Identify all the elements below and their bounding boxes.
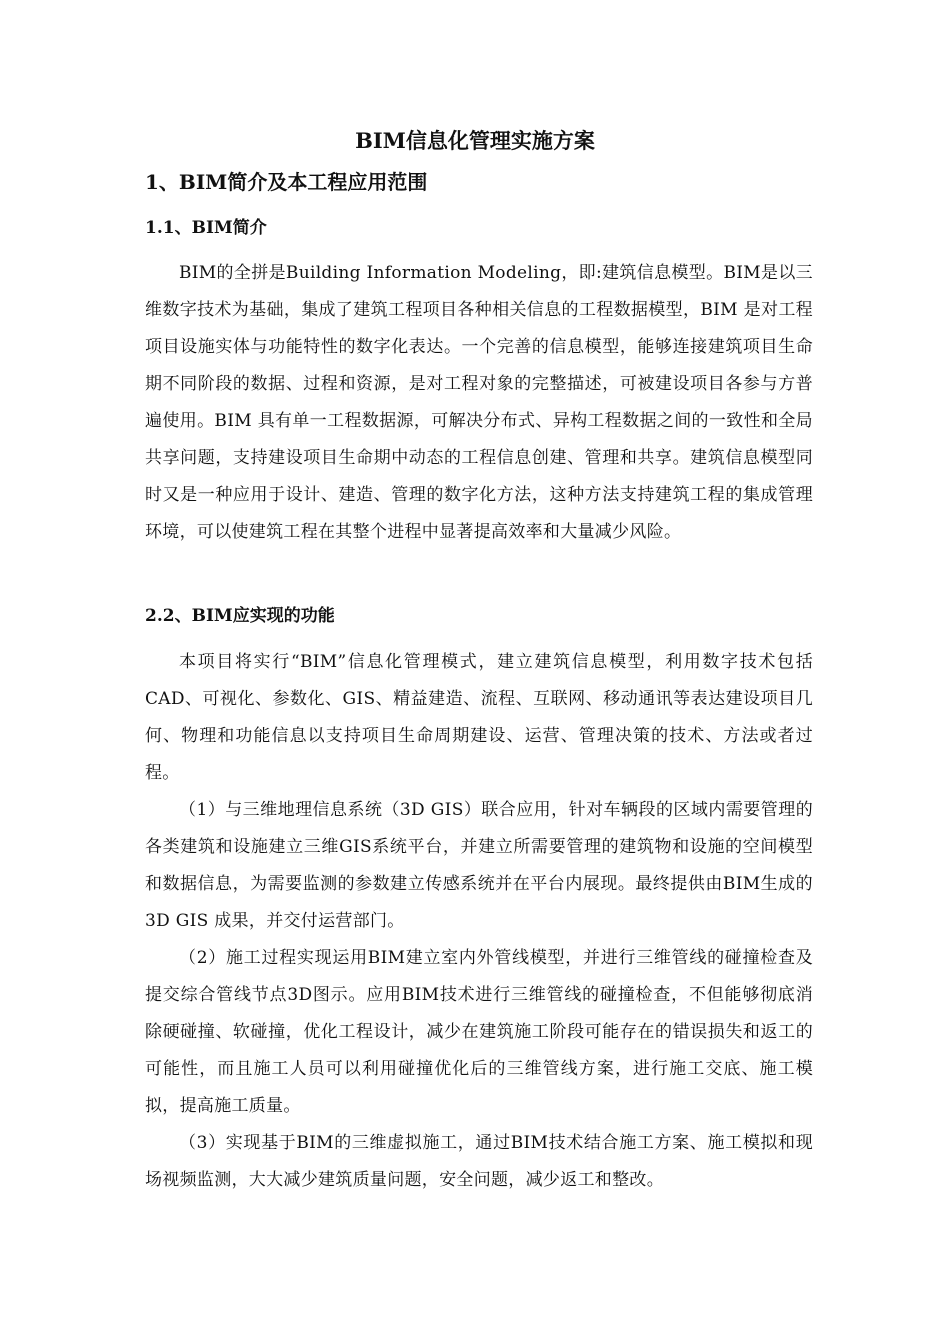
paragraph-item-3: （3）实现基于BIM的三维虚拟施工，通过BIM技术结合施工方案、施工模拟和现场视频监测，大大减少建筑质量问题，安全问题，减少返工和整改。 xyxy=(145,1133,813,1190)
paragraph-bim-intro: BIM的全拼是Building Information Modeling，即:建筑信息模型。BIM是以三维数字技术为基础，集成了建筑工程项目各种相关信息的工程数据模型，BIM 是对工程项目设施实体与功能特性的数字化表达。一个完善的信息模型，能够连接建筑项目生命期不同阶段的数据、过程和资源，是对工程对象的完整描述，可被建设项目各参与方普遍使用。BIM 具有单一工程数据源，可解决分布式、异构工程数据之间的一致性和全局共享问题，支持建设项目生命期中动态的工程信息创建、管理和共享。建筑信息模型同时又是一种应用于设计、建造、管理的数字化方法，这种方法支持建筑工程的集成管理环境，可以使建筑工程在其整个进程中显著提高效率和大量减少风险。 xyxy=(145,263,813,542)
subsection-heading-2-2: 2.2、BIM应实现的功能 xyxy=(145,606,335,626)
document-title: BIM信息化管理实施方案 xyxy=(355,128,595,153)
paragraph-bim-functions-intro: 本项目将实行“BIM”信息化管理模式，建立建筑信息模型，利用数字技术包括CAD、可视化、参数化、GIS、精益建造、流程、互联网、移动通讯等表达建设项目几何、物理和功能信息以支持项目生命周期建设、运营、管理决策的技术、方法或者过程。 xyxy=(145,652,813,783)
section-heading-1: 1、BIM简介及本工程应用范围 xyxy=(145,170,428,194)
subsection-heading-1-1: 1.1、BIM简介 xyxy=(145,218,267,238)
paragraph-item-1: （1）与三维地理信息系统（3D GIS）联合应用，针对车辆段的区域内需要管理的各类建筑和设施建立三维GIS系统平台，并建立所需要管理的建筑物和设施的空间模型和数据信息，为需要监测的参数建立传感系统并在平台内展现。最终提供由BIM生成的3D GIS 成果，并交付运营部门。 xyxy=(145,800,813,931)
paragraph-item-2: （2）施工过程实现运用BIM建立室内外管线模型，并进行三维管线的碰撞检查及提交综合管线节点3D图示。应用BIM技术进行三维管线的碰撞检查，不但能够彻底消除硬碰撞、软碰撞，优化工程设计，减少在建筑施工阶段可能存在的错误损失和返工的可能性，而且施工人员可以利用碰撞优化后的三维管线方案，进行施工交底、施工模拟，提高施工质量。 xyxy=(145,948,813,1116)
